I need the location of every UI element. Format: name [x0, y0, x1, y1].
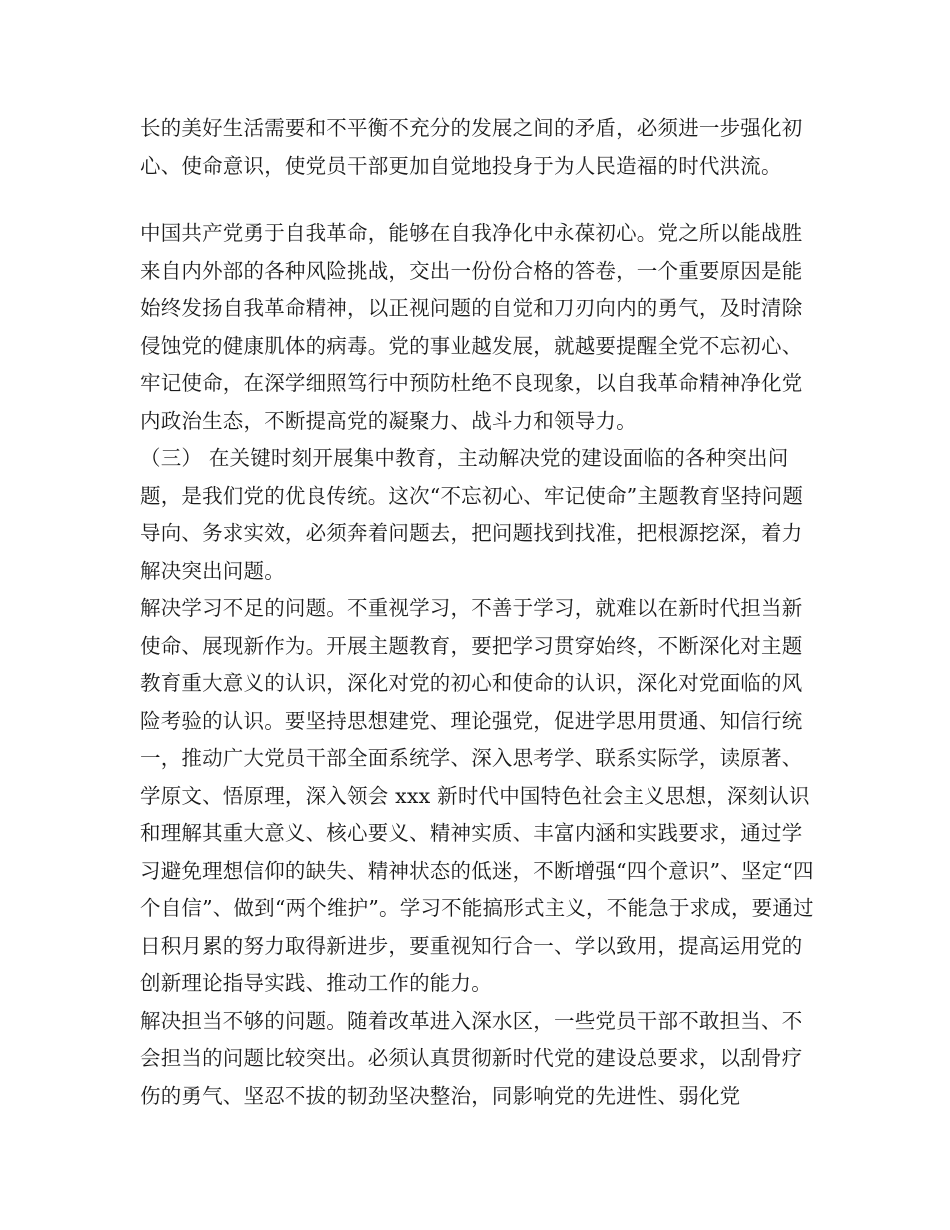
paragraph-2: 中国共产党勇于自我革命，能够在自我净化中永葆初心。党之所以能战胜来自内外部的各种风险挑战，交出一份份合格的答卷，一个重要原因是能始终发扬自我革命精神，以正视问题的自觉和刀刃向内的勇气，及时清除侵蚀党的健康肌体的病毒。党的事业越发展，就越要提醒全党不忘初心、牢记使命，在深学细照笃行中预防杜绝不良现象，以自我革命精神净化党内政治生态，不断提高党的凝聚力、战斗力和领导力。 [140, 221, 803, 433]
document-body [140, 110, 820, 1115]
paragraph-5: 解决担当不够的问题。随着改革进入深水区，一些党员干部不敢担当、不会担当的问题比较突出。必须认真贯彻新时代党的建设总要求，以刮骨疗伤的勇气、坚忍不拔的韧劲坚决整治，同影响党的先进性、弱化党 [140, 1008, 803, 1108]
paragraph-3: （三） 在关键时刻开展集中教育，主动解决党的建设面临的各种突出问题，是我们党的优良传统。这次“不忘初心、牢记使命”主题教育坚持问题导向、务求实效，必须奔着问题去，把问题找到找准，把根源挖深，着力解决突出问题。 [140, 446, 804, 583]
paragraph-1: 长的美好生活需要和不平衡不充分的发展之间的矛盾，必须进一步强化初心、使命意识，使党员干部更加自觉地投身于为人民造福的时代洪流。 [140, 116, 803, 178]
paragraph-4: 解决学习不足的问题。不重视学习，不善于学习，就难以在新时代担当新使命、展现新作为。开展主题教育，要把学习贯穿始终，不断深化对主题教育重大意义的认识，深化对党的初心和使命的认识，深化对党面临的风险考验的认识。要坚持思想建党、理论强党，促进学思用贯通、知信行统一，推动广大党员干部全面系统学、深入思考学、联系实际学，读原著、学原文、悟原理，深入领会 xxx 新时代中国特色社会主义思想，深刻认识和理解其重大意义、核心要义、精神实质、丰富内涵和实践要求，通过学习避免理想信仰的缺失、精神状态的低迷，不断增强“四个意识”、坚定“四个自信”、做到“两个维护”。学习不能搞形式主义，不能急于求成，要通过日积月累的努力取得新进步，要重视知行合一、学以致用，提高运用党的创新理论指导实践、推动工作的能力。 [140, 596, 814, 995]
